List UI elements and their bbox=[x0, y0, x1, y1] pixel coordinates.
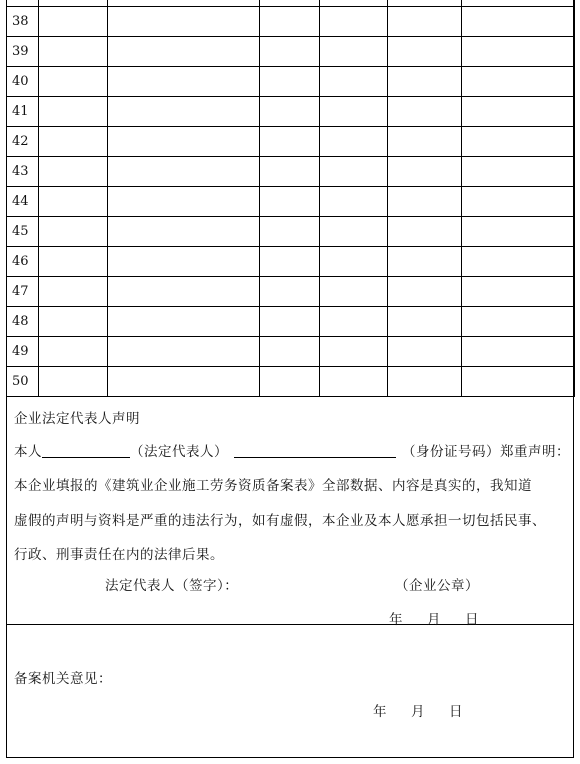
legal-representative-declaration bbox=[7, 398, 573, 628]
table-row bbox=[7, 366, 575, 396]
declaration-date-year: 年 bbox=[389, 612, 403, 628]
table-row bbox=[7, 336, 575, 366]
table-cell[interactable] bbox=[108, 366, 260, 396]
review-date-year: 年 bbox=[373, 704, 387, 720]
table-cell[interactable] bbox=[260, 6, 320, 36]
table-cell[interactable] bbox=[462, 306, 575, 336]
table-cell[interactable] bbox=[39, 186, 108, 216]
table-row bbox=[7, 96, 575, 126]
table-cell[interactable] bbox=[388, 6, 462, 36]
table-cell[interactable] bbox=[388, 246, 462, 276]
table-cell[interactable] bbox=[39, 246, 108, 276]
filing-opinion-label: 备案机关意见： bbox=[14, 671, 112, 687]
table-cell[interactable] bbox=[39, 66, 108, 96]
declaration-date-month: 月 bbox=[427, 612, 441, 628]
row-number-cell: 38 bbox=[7, 6, 39, 36]
table-cell[interactable] bbox=[39, 6, 108, 36]
declaration-body-line-1: 本企业填报的《建筑业企业施工劳务资质备案表》全部数据、内容是真实的，我知道 bbox=[14, 478, 532, 494]
table-cell[interactable] bbox=[462, 336, 575, 366]
table-cell[interactable] bbox=[108, 156, 260, 186]
table-cell[interactable] bbox=[39, 336, 108, 366]
table-cell[interactable] bbox=[320, 156, 388, 186]
identity-prefix: 本人 bbox=[14, 444, 42, 460]
table-cell[interactable] bbox=[260, 66, 320, 96]
table-cell[interactable] bbox=[320, 336, 388, 366]
table-cell[interactable] bbox=[39, 366, 108, 396]
table-cell[interactable] bbox=[260, 216, 320, 246]
applicant-table bbox=[6, 0, 575, 397]
table-cell[interactable] bbox=[39, 96, 108, 126]
table-cell[interactable] bbox=[39, 126, 108, 156]
table-cell[interactable] bbox=[108, 306, 260, 336]
table-cell[interactable] bbox=[320, 66, 388, 96]
table-cell[interactable] bbox=[260, 366, 320, 396]
row-number-cell: 43 bbox=[7, 156, 39, 186]
row-number-cell: 39 bbox=[7, 36, 39, 66]
table-cell[interactable] bbox=[462, 6, 575, 36]
table-cell[interactable] bbox=[108, 336, 260, 366]
filing-authority-opinion bbox=[7, 625, 573, 757]
table-body bbox=[7, 0, 575, 396]
table-cell[interactable] bbox=[39, 36, 108, 66]
table-cell[interactable] bbox=[388, 186, 462, 216]
declaration-date-day: 日 bbox=[465, 612, 479, 628]
table-cell[interactable] bbox=[388, 126, 462, 156]
declaration-body-line-3: 行政、刑事责任在内的法律后果。 bbox=[14, 547, 224, 563]
table-cell[interactable] bbox=[388, 306, 462, 336]
id-number-blank-field[interactable] bbox=[234, 442, 396, 458]
identity-role: （法定代表人） bbox=[130, 444, 228, 460]
row-number-cell: 48 bbox=[7, 306, 39, 336]
form-sheet bbox=[6, 0, 574, 758]
row-number-cell: 46 bbox=[7, 246, 39, 276]
table-cell[interactable] bbox=[39, 156, 108, 186]
table-cell[interactable] bbox=[320, 306, 388, 336]
declaration-body-line-2: 虚假的声明与资料是严重的违法行为，如有虚假，本企业及本人愿承担一切包括民事、 bbox=[14, 513, 546, 529]
table-cell[interactable] bbox=[462, 36, 575, 66]
signature-label: 法定代表人（签字）： bbox=[105, 578, 239, 594]
table-row bbox=[7, 6, 575, 36]
table-cell[interactable] bbox=[388, 96, 462, 126]
table-cell[interactable] bbox=[388, 36, 462, 66]
table-row bbox=[7, 36, 575, 66]
table-cell[interactable] bbox=[108, 246, 260, 276]
table-cell[interactable] bbox=[462, 66, 575, 96]
table-cell[interactable] bbox=[39, 306, 108, 336]
table-cell[interactable] bbox=[462, 276, 575, 306]
row-number-cell: 47 bbox=[7, 276, 39, 306]
company-seal-label: （企业公章） bbox=[395, 578, 479, 594]
table-row bbox=[7, 126, 575, 156]
table-cell[interactable] bbox=[108, 216, 260, 246]
table-cell[interactable] bbox=[260, 36, 320, 66]
name-blank-field[interactable] bbox=[42, 442, 130, 458]
table-cell[interactable] bbox=[39, 276, 108, 306]
table-cell[interactable] bbox=[388, 216, 462, 246]
table-cell[interactable] bbox=[108, 126, 260, 156]
table-cell[interactable] bbox=[108, 96, 260, 126]
table-cell[interactable] bbox=[260, 306, 320, 336]
table-cell[interactable] bbox=[320, 96, 388, 126]
table-cell[interactable] bbox=[388, 366, 462, 396]
table-cell[interactable] bbox=[388, 156, 462, 186]
table-row bbox=[7, 156, 575, 186]
table-cell[interactable] bbox=[320, 366, 388, 396]
table-cell[interactable] bbox=[108, 66, 260, 96]
table-cell[interactable] bbox=[108, 36, 260, 66]
table-cell[interactable] bbox=[260, 156, 320, 186]
table-cell[interactable] bbox=[462, 216, 575, 246]
row-number-cell: 41 bbox=[7, 96, 39, 126]
row-number-cell: 45 bbox=[7, 216, 39, 246]
table-cell[interactable] bbox=[320, 36, 388, 66]
table-cell[interactable] bbox=[320, 276, 388, 306]
table-cell[interactable] bbox=[260, 186, 320, 216]
row-number-cell: 44 bbox=[7, 186, 39, 216]
identity-suffix: （身份证号码）郑重声明： bbox=[402, 444, 570, 460]
declaration-heading: 企业法定代表人声明 bbox=[14, 411, 140, 427]
table-row bbox=[7, 216, 575, 246]
row-number-cell: 42 bbox=[7, 126, 39, 156]
review-date-day: 日 bbox=[449, 704, 463, 720]
table-cell[interactable] bbox=[462, 96, 575, 126]
table-cell[interactable] bbox=[462, 246, 575, 276]
table-cell[interactable] bbox=[388, 66, 462, 96]
table-cell[interactable] bbox=[320, 216, 388, 246]
declaration-identity-line bbox=[14, 440, 570, 460]
table-cell[interactable] bbox=[320, 6, 388, 36]
table-cell[interactable] bbox=[388, 336, 462, 366]
table-cell[interactable] bbox=[462, 156, 575, 186]
table-cell[interactable] bbox=[462, 186, 575, 216]
table-cell[interactable] bbox=[108, 276, 260, 306]
table-row bbox=[7, 246, 575, 276]
table-cell[interactable] bbox=[260, 96, 320, 126]
table-row bbox=[7, 66, 575, 96]
table-cell[interactable] bbox=[260, 276, 320, 306]
row-number-cell: 40 bbox=[7, 66, 39, 96]
table-row bbox=[7, 186, 575, 216]
table-row bbox=[7, 276, 575, 306]
table-cell[interactable] bbox=[39, 216, 108, 246]
table-cell[interactable] bbox=[462, 126, 575, 156]
table-cell[interactable] bbox=[108, 186, 260, 216]
review-date-month: 月 bbox=[411, 704, 425, 720]
table-cell[interactable] bbox=[260, 126, 320, 156]
table-cell[interactable] bbox=[320, 126, 388, 156]
table-cell[interactable] bbox=[260, 246, 320, 276]
table-cell[interactable] bbox=[260, 336, 320, 366]
row-number-cell: 49 bbox=[7, 336, 39, 366]
table-cell[interactable] bbox=[388, 276, 462, 306]
row-number-cell: 50 bbox=[7, 366, 39, 396]
table-cell[interactable] bbox=[320, 246, 388, 276]
table-cell[interactable] bbox=[462, 366, 575, 396]
table-row bbox=[7, 306, 575, 336]
table-cell[interactable] bbox=[108, 6, 260, 36]
table-cell[interactable] bbox=[320, 186, 388, 216]
